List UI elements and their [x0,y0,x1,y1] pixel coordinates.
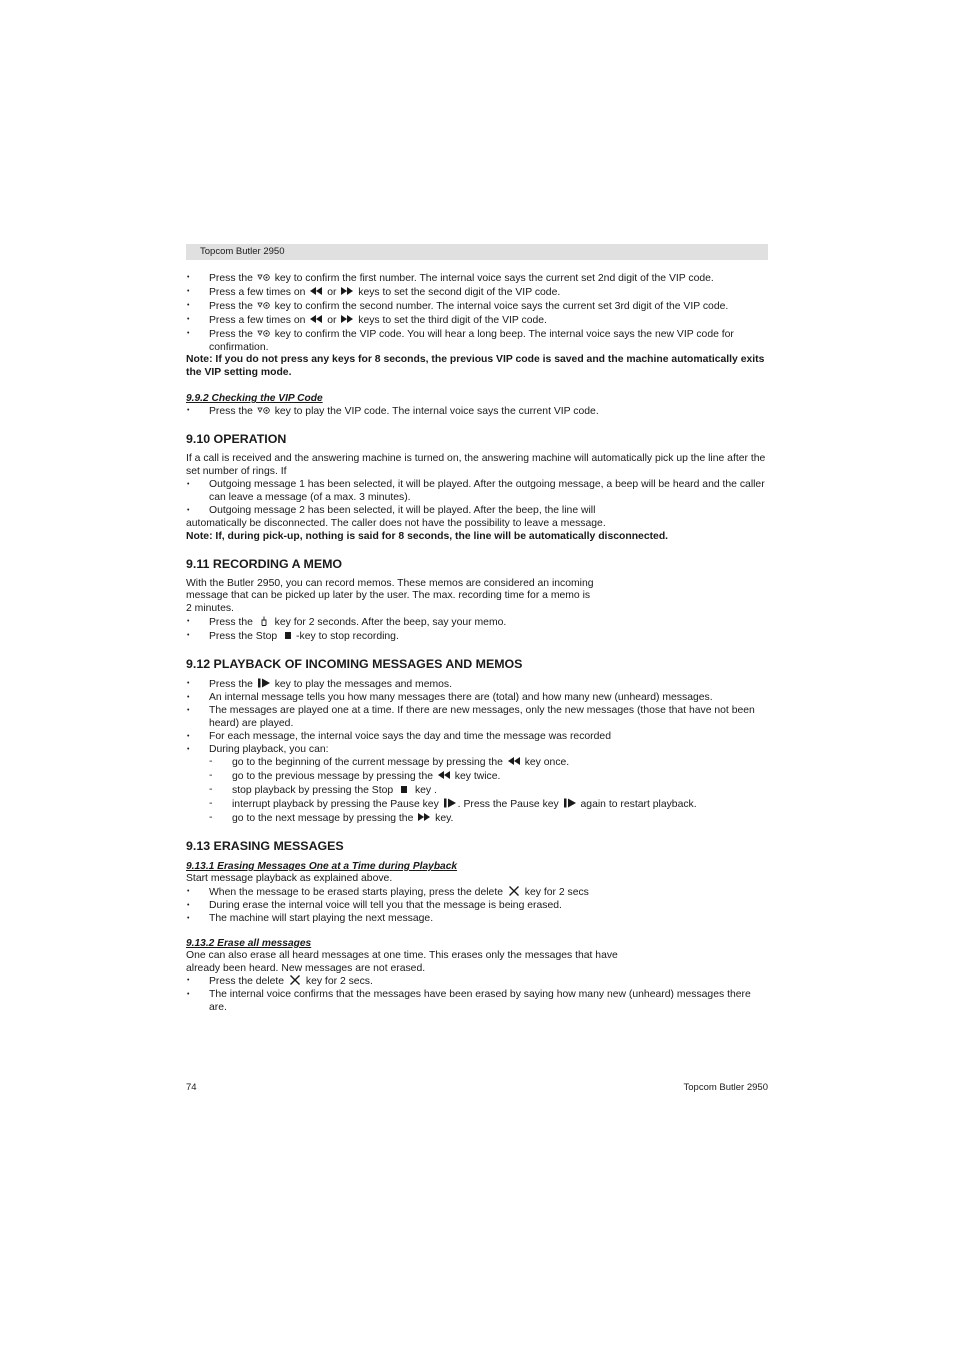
paragraph: message that can be picked up later by the user. The max. recording time for a memo is [186,590,591,602]
list-item: • During playback, you can: [186,744,768,757]
section-heading: 9.9.2 Checking the VIP Code [186,393,323,405]
play-pause-icon [257,678,271,688]
rewind-icon [437,770,451,780]
paragraph: already been heard. New messages are not erased. [186,962,426,974]
sub-list-item: - interrupt playback by pressing the Pause key . Press the Pause key again to restart playback. [186,798,768,812]
paragraph: 2 minutes. [186,603,234,615]
rewind-icon [309,286,323,296]
list-item: • Press the Stop -key to stop recording. [186,630,768,644]
list-item: • Press the key to play the VIP code. The internal voice says the current VIP code. [186,405,768,419]
stop-icon [397,784,411,794]
list-item: • Outgoing message 2 has been selected, it will be played. After the beep, the line will [186,505,768,518]
list-item: • During erase the internal voice will tell you that the message is being erased. [186,900,768,913]
footer-title: Topcom Butler 2950 [683,1082,768,1093]
play-pause-icon [563,798,577,808]
list-item: • Press the key for 2 seconds. After the beep, say your memo. [186,616,768,630]
list-item: • The messages are played one at a time. If there are new messages, only the new messages (those that have not been heard) are played. [186,705,768,731]
list-item: • When the message to be erased starts playing, press the delete key for 2 secs [186,886,768,900]
list-item: • Press the key to confirm the first number. The internal voice says the current set 2nd digit of the VIP code. [186,272,768,286]
delete-icon [507,886,521,896]
list-item: • The machine will start playing the next message. [186,913,768,926]
page-number: 74 [186,1082,197,1093]
list-item: • Press a few times on or keys to set the third digit of the VIP code. [186,314,768,328]
sub-list-item: - go to the beginning of the current message by pressing the key once. [186,756,768,770]
paragraph: Start message playback as explained above. [186,873,393,884]
section-heading: 9.10 OPERATION [186,432,287,447]
note: Note: If, during pick-up, nothing is said for 8 seconds, the line will be automatically disconnected. [186,530,669,542]
header-title: Topcom Butler 2950 [200,246,285,257]
list-item: • An internal message tells you how many messages there are (total) and how many new (unheard) messages. [186,692,768,705]
delete-icon [288,975,302,985]
list-item: • Press the delete key for 2 secs. [186,975,768,989]
sub-list-item: - go to the previous message by pressing the key twice. [186,770,768,784]
paragraph: If a call is received and the answering machine is turned on, the answering machine will automatically pick up the line after the set number of rings. If [186,453,766,478]
list-item: • Outgoing message 1 has been selected, it will be played. After the outgoing message, a beep will be heard and the caller can leave a message (of a max. 3 minutes). [186,479,768,505]
section-heading: 9.13 ERASING MESSAGES [186,839,344,853]
list-item: • Press the key to confirm the second number. The internal voice says the current set 3rd digit of the VIP code. [186,300,768,314]
subsection-heading: 9.13.1 Erasing Messages One at a Time during Playback [186,861,458,872]
list-item: • Press the key to play the messages and memos. [186,678,768,692]
fast-forward-icon [340,314,354,324]
section-heading: 9.11 RECORDING A MEMO [186,556,343,571]
list-item: • For each message, the internal voice says the day and time the message was recorded [186,731,768,744]
paragraph: automatically be disconnected. The caller does not have the possibility to leave a message. [186,517,606,529]
sub-list-item: - stop playback by pressing the Stop key . [186,784,768,798]
section-heading: 9.12 PLAYBACK OF INCOMING MESSAGES AND MEMOS [186,657,523,672]
list-item: • Press a few times on or keys to set the second digit of the VIP code. [186,286,768,300]
memo-icon [257,616,271,626]
fast-forward-icon [417,812,431,822]
rewind-icon [309,314,323,324]
vip-key-icon [257,405,271,415]
vip-key-icon [257,328,271,338]
paragraph: One can also erase all heard messages at one time. This erases only the messages that have [186,949,618,961]
list-item: • The internal voice confirms that the messages have been erased by saying how many new (unheard) messages there are. [186,989,768,1015]
sub-list-item: - go to the next message by pressing the key. [186,812,768,826]
list-item: • Press the key to confirm the VIP code. You will hear a long beep. The internal voice says the new VIP code for confirmation. [186,328,768,355]
header-bar [186,244,768,260]
stop-icon [281,630,295,640]
note: Note: If you do not press any keys for 8 seconds, the previous VIP code is saved and the machine automatically exits the VIP setting mode. [186,354,765,379]
page-content [186,272,768,1015]
vip-key-icon [257,272,271,282]
subsection-heading: 9.13.2 Erase all messages [186,937,312,949]
paragraph: With the Butler 2950, you can record memos. These memos are considered an incoming [186,577,594,589]
vip-key-icon [257,300,271,310]
rewind-icon [507,756,521,766]
play-pause-icon [443,798,457,808]
fast-forward-icon [340,286,354,296]
